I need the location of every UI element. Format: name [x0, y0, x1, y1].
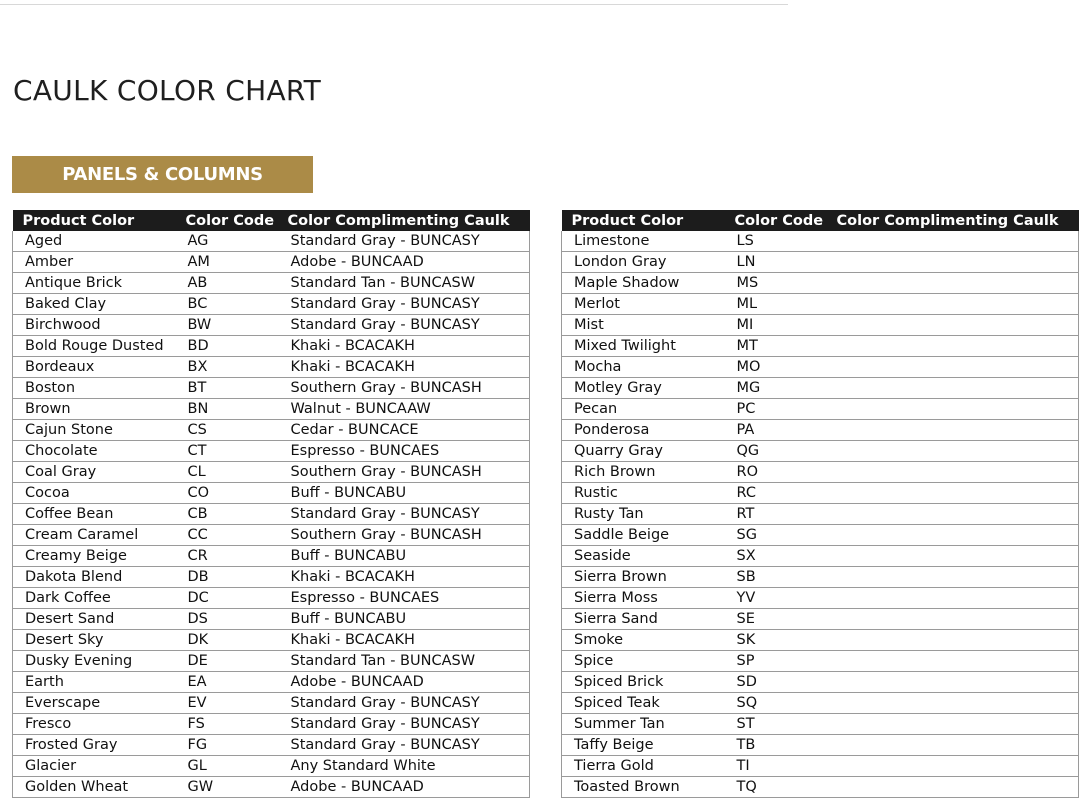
- product-color-cell: Desert Sky: [13, 630, 176, 651]
- table-row: [13, 420, 530, 441]
- column-header-product-color: Product Color: [571, 212, 684, 229]
- product-color-cell: Toasted Brown: [562, 777, 725, 798]
- product-color-cell: Rustic: [562, 483, 725, 504]
- caulk-cell: Standard Gray - BUNCASY: [288, 294, 530, 315]
- color-code-cell: EV: [176, 693, 288, 714]
- caulk-cell: [837, 735, 1079, 756]
- caulk-cell: [837, 714, 1079, 735]
- product-color-cell: Dakota Blend: [13, 567, 176, 588]
- color-code-cell: RO: [725, 462, 837, 483]
- caulk-cell: [837, 378, 1079, 399]
- product-color-cell: Sierra Sand: [562, 609, 725, 630]
- caulk-cell: [837, 546, 1079, 567]
- product-color-cell: Rich Brown: [562, 462, 725, 483]
- caulk-cell: [837, 525, 1079, 546]
- caulk-cell: [837, 441, 1079, 462]
- color-code-cell: MG: [725, 378, 837, 399]
- table-row: [13, 294, 530, 315]
- table-row: [13, 483, 530, 504]
- table-row: [13, 777, 530, 798]
- table-row: [562, 588, 1079, 609]
- caulk-cell: Southern Gray - BUNCASH: [288, 378, 530, 399]
- table-row: [13, 441, 530, 462]
- product-color-cell: Sierra Brown: [562, 567, 725, 588]
- product-color-cell: Mixed Twilight: [562, 336, 725, 357]
- product-color-cell: Coffee Bean: [13, 504, 176, 525]
- caulk-cell: [837, 588, 1079, 609]
- product-color-cell: Desert Sand: [13, 609, 176, 630]
- caulk-cell: Any Standard White: [288, 756, 530, 777]
- table-row: [562, 378, 1079, 399]
- caulk-cell: [837, 756, 1079, 777]
- caulk-cell: [837, 252, 1079, 273]
- table-row: [562, 483, 1079, 504]
- product-color-cell: Spiced Brick: [562, 672, 725, 693]
- caulk-cell: Adobe - BUNCAAD: [288, 252, 530, 273]
- color-code-cell: CO: [176, 483, 288, 504]
- product-color-cell: Aged: [13, 231, 176, 252]
- table-row: [13, 714, 530, 735]
- color-code-cell: SG: [725, 525, 837, 546]
- product-color-cell: Saddle Beige: [562, 525, 725, 546]
- table-row: [13, 651, 530, 672]
- table-row: [13, 567, 530, 588]
- caulk-cell: Standard Gray - BUNCASY: [288, 315, 530, 336]
- color-code-cell: MS: [725, 273, 837, 294]
- product-color-cell: Glacier: [13, 756, 176, 777]
- table-row: [13, 336, 530, 357]
- color-code-cell: SE: [725, 609, 837, 630]
- color-code-cell: DE: [176, 651, 288, 672]
- table-row: [562, 567, 1079, 588]
- product-color-cell: Boston: [13, 378, 176, 399]
- product-color-cell: Golden Wheat: [13, 777, 176, 798]
- table-row: [13, 378, 530, 399]
- caulk-cell: [837, 273, 1079, 294]
- caulk-cell: Adobe - BUNCAAD: [288, 672, 530, 693]
- caulk-cell: [837, 567, 1079, 588]
- color-code-cell: AB: [176, 273, 288, 294]
- color-code-cell: BC: [176, 294, 288, 315]
- table-row: [13, 609, 530, 630]
- caulk-cell: Standard Gray - BUNCASY: [288, 693, 530, 714]
- caulk-cell: [837, 462, 1079, 483]
- product-color-cell: London Gray: [562, 252, 725, 273]
- color-code-cell: LN: [725, 252, 837, 273]
- table-row: [562, 315, 1079, 336]
- product-color-cell: Mist: [562, 315, 725, 336]
- table-row: [13, 462, 530, 483]
- product-color-cell: Everscape: [13, 693, 176, 714]
- table-row: [13, 252, 530, 273]
- table-row: [562, 399, 1079, 420]
- color-code-cell: SP: [725, 651, 837, 672]
- color-code-cell: DC: [176, 588, 288, 609]
- color-code-cell: SX: [725, 546, 837, 567]
- table-row: [562, 336, 1079, 357]
- color-code-cell: ML: [725, 294, 837, 315]
- product-color-cell: Creamy Beige: [13, 546, 176, 567]
- caulk-table: [12, 210, 530, 798]
- product-color-cell: Chocolate: [13, 441, 176, 462]
- caulk-cell: [837, 231, 1079, 252]
- caulk-cell: [837, 399, 1079, 420]
- table-row: [562, 252, 1079, 273]
- table-header-row: [562, 210, 1079, 231]
- product-color-cell: Ponderosa: [562, 420, 725, 441]
- color-code-cell: MT: [725, 336, 837, 357]
- product-color-cell: Dusky Evening: [13, 651, 176, 672]
- column-header-color-code: Color Code: [734, 212, 824, 229]
- product-color-cell: Limestone: [562, 231, 725, 252]
- table-row: [562, 273, 1079, 294]
- color-code-cell: MI: [725, 315, 837, 336]
- product-color-cell: Frosted Gray: [13, 735, 176, 756]
- table-row: [13, 672, 530, 693]
- table-row: [562, 462, 1079, 483]
- caulk-cell: [837, 294, 1079, 315]
- table-row: [562, 441, 1079, 462]
- color-code-cell: AG: [176, 231, 288, 252]
- section-banner: PANELS & COLUMNS: [12, 156, 313, 193]
- product-color-cell: Amber: [13, 252, 176, 273]
- product-color-cell: Tierra Gold: [562, 756, 725, 777]
- color-code-cell: PC: [725, 399, 837, 420]
- color-code-cell: CR: [176, 546, 288, 567]
- caulk-cell: Walnut - BUNCAAW: [288, 399, 530, 420]
- color-code-cell: SK: [725, 630, 837, 651]
- table-row: [13, 399, 530, 420]
- product-color-cell: Merlot: [562, 294, 725, 315]
- color-code-cell: DK: [176, 630, 288, 651]
- color-code-cell: ST: [725, 714, 837, 735]
- product-color-cell: Seaside: [562, 546, 725, 567]
- caulk-cell: Adobe - BUNCAAD: [288, 777, 530, 798]
- color-code-cell: AM: [176, 252, 288, 273]
- caulk-cell: [837, 693, 1079, 714]
- product-color-cell: Summer Tan: [562, 714, 725, 735]
- product-color-cell: Earth: [13, 672, 176, 693]
- product-color-cell: Fresco: [13, 714, 176, 735]
- caulk-cell: [837, 315, 1079, 336]
- table-row: [562, 693, 1079, 714]
- caulk-table: [561, 210, 1079, 798]
- column-header-caulk: Color Complimenting Caulk: [836, 212, 1059, 229]
- caulk-cell: [837, 651, 1079, 672]
- color-code-cell: RT: [725, 504, 837, 525]
- product-color-cell: Dark Coffee: [13, 588, 176, 609]
- color-code-cell: RC: [725, 483, 837, 504]
- table-row: [562, 777, 1079, 798]
- caulk-cell: Khaki - BCACAKH: [288, 630, 530, 651]
- color-code-cell: QG: [725, 441, 837, 462]
- caulk-cell: Buff - BUNCABU: [288, 483, 530, 504]
- color-code-cell: EA: [176, 672, 288, 693]
- color-code-cell: GL: [176, 756, 288, 777]
- product-color-cell: Taffy Beige: [562, 735, 725, 756]
- color-code-cell: MO: [725, 357, 837, 378]
- caulk-table-right: [561, 210, 1059, 795]
- table-row: [562, 546, 1079, 567]
- column-header-color-code: Color Code: [185, 212, 275, 229]
- color-code-cell: SB: [725, 567, 837, 588]
- caulk-cell: [837, 336, 1079, 357]
- caulk-cell: [837, 672, 1079, 693]
- caulk-table-left: [12, 210, 529, 795]
- caulk-cell: Khaki - BCACAKH: [288, 336, 530, 357]
- caulk-cell: [837, 483, 1079, 504]
- product-color-cell: Bold Rouge Dusted: [13, 336, 176, 357]
- color-code-cell: CL: [176, 462, 288, 483]
- color-code-cell: GW: [176, 777, 288, 798]
- table-header-row: [13, 210, 530, 231]
- table-row: [562, 231, 1079, 252]
- caulk-cell: Khaki - BCACAKH: [288, 357, 530, 378]
- table-row: [13, 588, 530, 609]
- color-code-cell: TB: [725, 735, 837, 756]
- caulk-cell: Standard Tan - BUNCASW: [288, 651, 530, 672]
- product-color-cell: Birchwood: [13, 315, 176, 336]
- caulk-cell: [837, 609, 1079, 630]
- product-color-cell: Quarry Gray: [562, 441, 725, 462]
- table-row: [562, 672, 1079, 693]
- caulk-cell: Standard Gray - BUNCASY: [288, 504, 530, 525]
- table-row: [13, 315, 530, 336]
- caulk-cell: [837, 357, 1079, 378]
- color-code-cell: TI: [725, 756, 837, 777]
- table-row: [13, 273, 530, 294]
- color-code-cell: FG: [176, 735, 288, 756]
- page-title: CAULK COLOR CHART: [13, 74, 322, 107]
- product-color-cell: Pecan: [562, 399, 725, 420]
- table-row: [13, 693, 530, 714]
- caulk-cell: [837, 504, 1079, 525]
- color-code-cell: BT: [176, 378, 288, 399]
- caulk-cell: Espresso - BUNCAES: [288, 588, 530, 609]
- caulk-cell: Standard Tan - BUNCASW: [288, 273, 530, 294]
- table-row: [13, 630, 530, 651]
- color-code-cell: CB: [176, 504, 288, 525]
- color-code-cell: TQ: [725, 777, 837, 798]
- color-code-cell: PA: [725, 420, 837, 441]
- product-color-cell: Rusty Tan: [562, 504, 725, 525]
- color-code-cell: FS: [176, 714, 288, 735]
- table-row: [13, 735, 530, 756]
- product-color-cell: Spiced Teak: [562, 693, 725, 714]
- product-color-cell: Coal Gray: [13, 462, 176, 483]
- top-divider: [0, 4, 788, 5]
- table-row: [13, 504, 530, 525]
- caulk-cell: Southern Gray - BUNCASH: [288, 462, 530, 483]
- caulk-cell: Standard Gray - BUNCASY: [288, 231, 530, 252]
- product-color-cell: Cocoa: [13, 483, 176, 504]
- color-code-cell: YV: [725, 588, 837, 609]
- product-color-cell: Baked Clay: [13, 294, 176, 315]
- table-row: [562, 714, 1079, 735]
- table-row: [562, 294, 1079, 315]
- caulk-cell: [837, 777, 1079, 798]
- table-row: [562, 609, 1079, 630]
- color-code-cell: SD: [725, 672, 837, 693]
- table-row: [562, 756, 1079, 777]
- table-row: [13, 525, 530, 546]
- table-row: [562, 525, 1079, 546]
- caulk-cell: Standard Gray - BUNCASY: [288, 714, 530, 735]
- caulk-cell: [837, 630, 1079, 651]
- product-color-cell: Motley Gray: [562, 378, 725, 399]
- product-color-cell: Spice: [562, 651, 725, 672]
- color-code-cell: BN: [176, 399, 288, 420]
- color-code-cell: CT: [176, 441, 288, 462]
- caulk-cell: Espresso - BUNCAES: [288, 441, 530, 462]
- caulk-cell: Cedar - BUNCACE: [288, 420, 530, 441]
- table-row: [562, 420, 1079, 441]
- product-color-cell: Cajun Stone: [13, 420, 176, 441]
- table-row: [13, 231, 530, 252]
- caulk-cell: Southern Gray - BUNCASH: [288, 525, 530, 546]
- table-row: [562, 357, 1079, 378]
- color-code-cell: CS: [176, 420, 288, 441]
- color-code-cell: BW: [176, 315, 288, 336]
- table-row: [562, 735, 1079, 756]
- column-header-product-color: Product Color: [22, 212, 135, 229]
- caulk-cell: [837, 420, 1079, 441]
- color-code-cell: CC: [176, 525, 288, 546]
- product-color-cell: Antique Brick: [13, 273, 176, 294]
- product-color-cell: Brown: [13, 399, 176, 420]
- product-color-cell: Sierra Moss: [562, 588, 725, 609]
- color-code-cell: BX: [176, 357, 288, 378]
- table-row: [562, 504, 1079, 525]
- table-row: [13, 546, 530, 567]
- color-code-cell: DS: [176, 609, 288, 630]
- table-row: [13, 357, 530, 378]
- product-color-cell: Cream Caramel: [13, 525, 176, 546]
- table-row: [562, 630, 1079, 651]
- table-row: [562, 651, 1079, 672]
- caulk-cell: Standard Gray - BUNCASY: [288, 735, 530, 756]
- color-code-cell: LS: [725, 231, 837, 252]
- product-color-cell: Bordeaux: [13, 357, 176, 378]
- product-color-cell: Maple Shadow: [562, 273, 725, 294]
- caulk-cell: Khaki - BCACAKH: [288, 567, 530, 588]
- product-color-cell: Mocha: [562, 357, 725, 378]
- color-code-cell: BD: [176, 336, 288, 357]
- color-code-cell: SQ: [725, 693, 837, 714]
- color-code-cell: DB: [176, 567, 288, 588]
- caulk-cell: Buff - BUNCABU: [288, 609, 530, 630]
- caulk-cell: Buff - BUNCABU: [288, 546, 530, 567]
- product-color-cell: Smoke: [562, 630, 725, 651]
- table-row: [13, 756, 530, 777]
- column-header-caulk: Color Complimenting Caulk: [287, 212, 510, 229]
